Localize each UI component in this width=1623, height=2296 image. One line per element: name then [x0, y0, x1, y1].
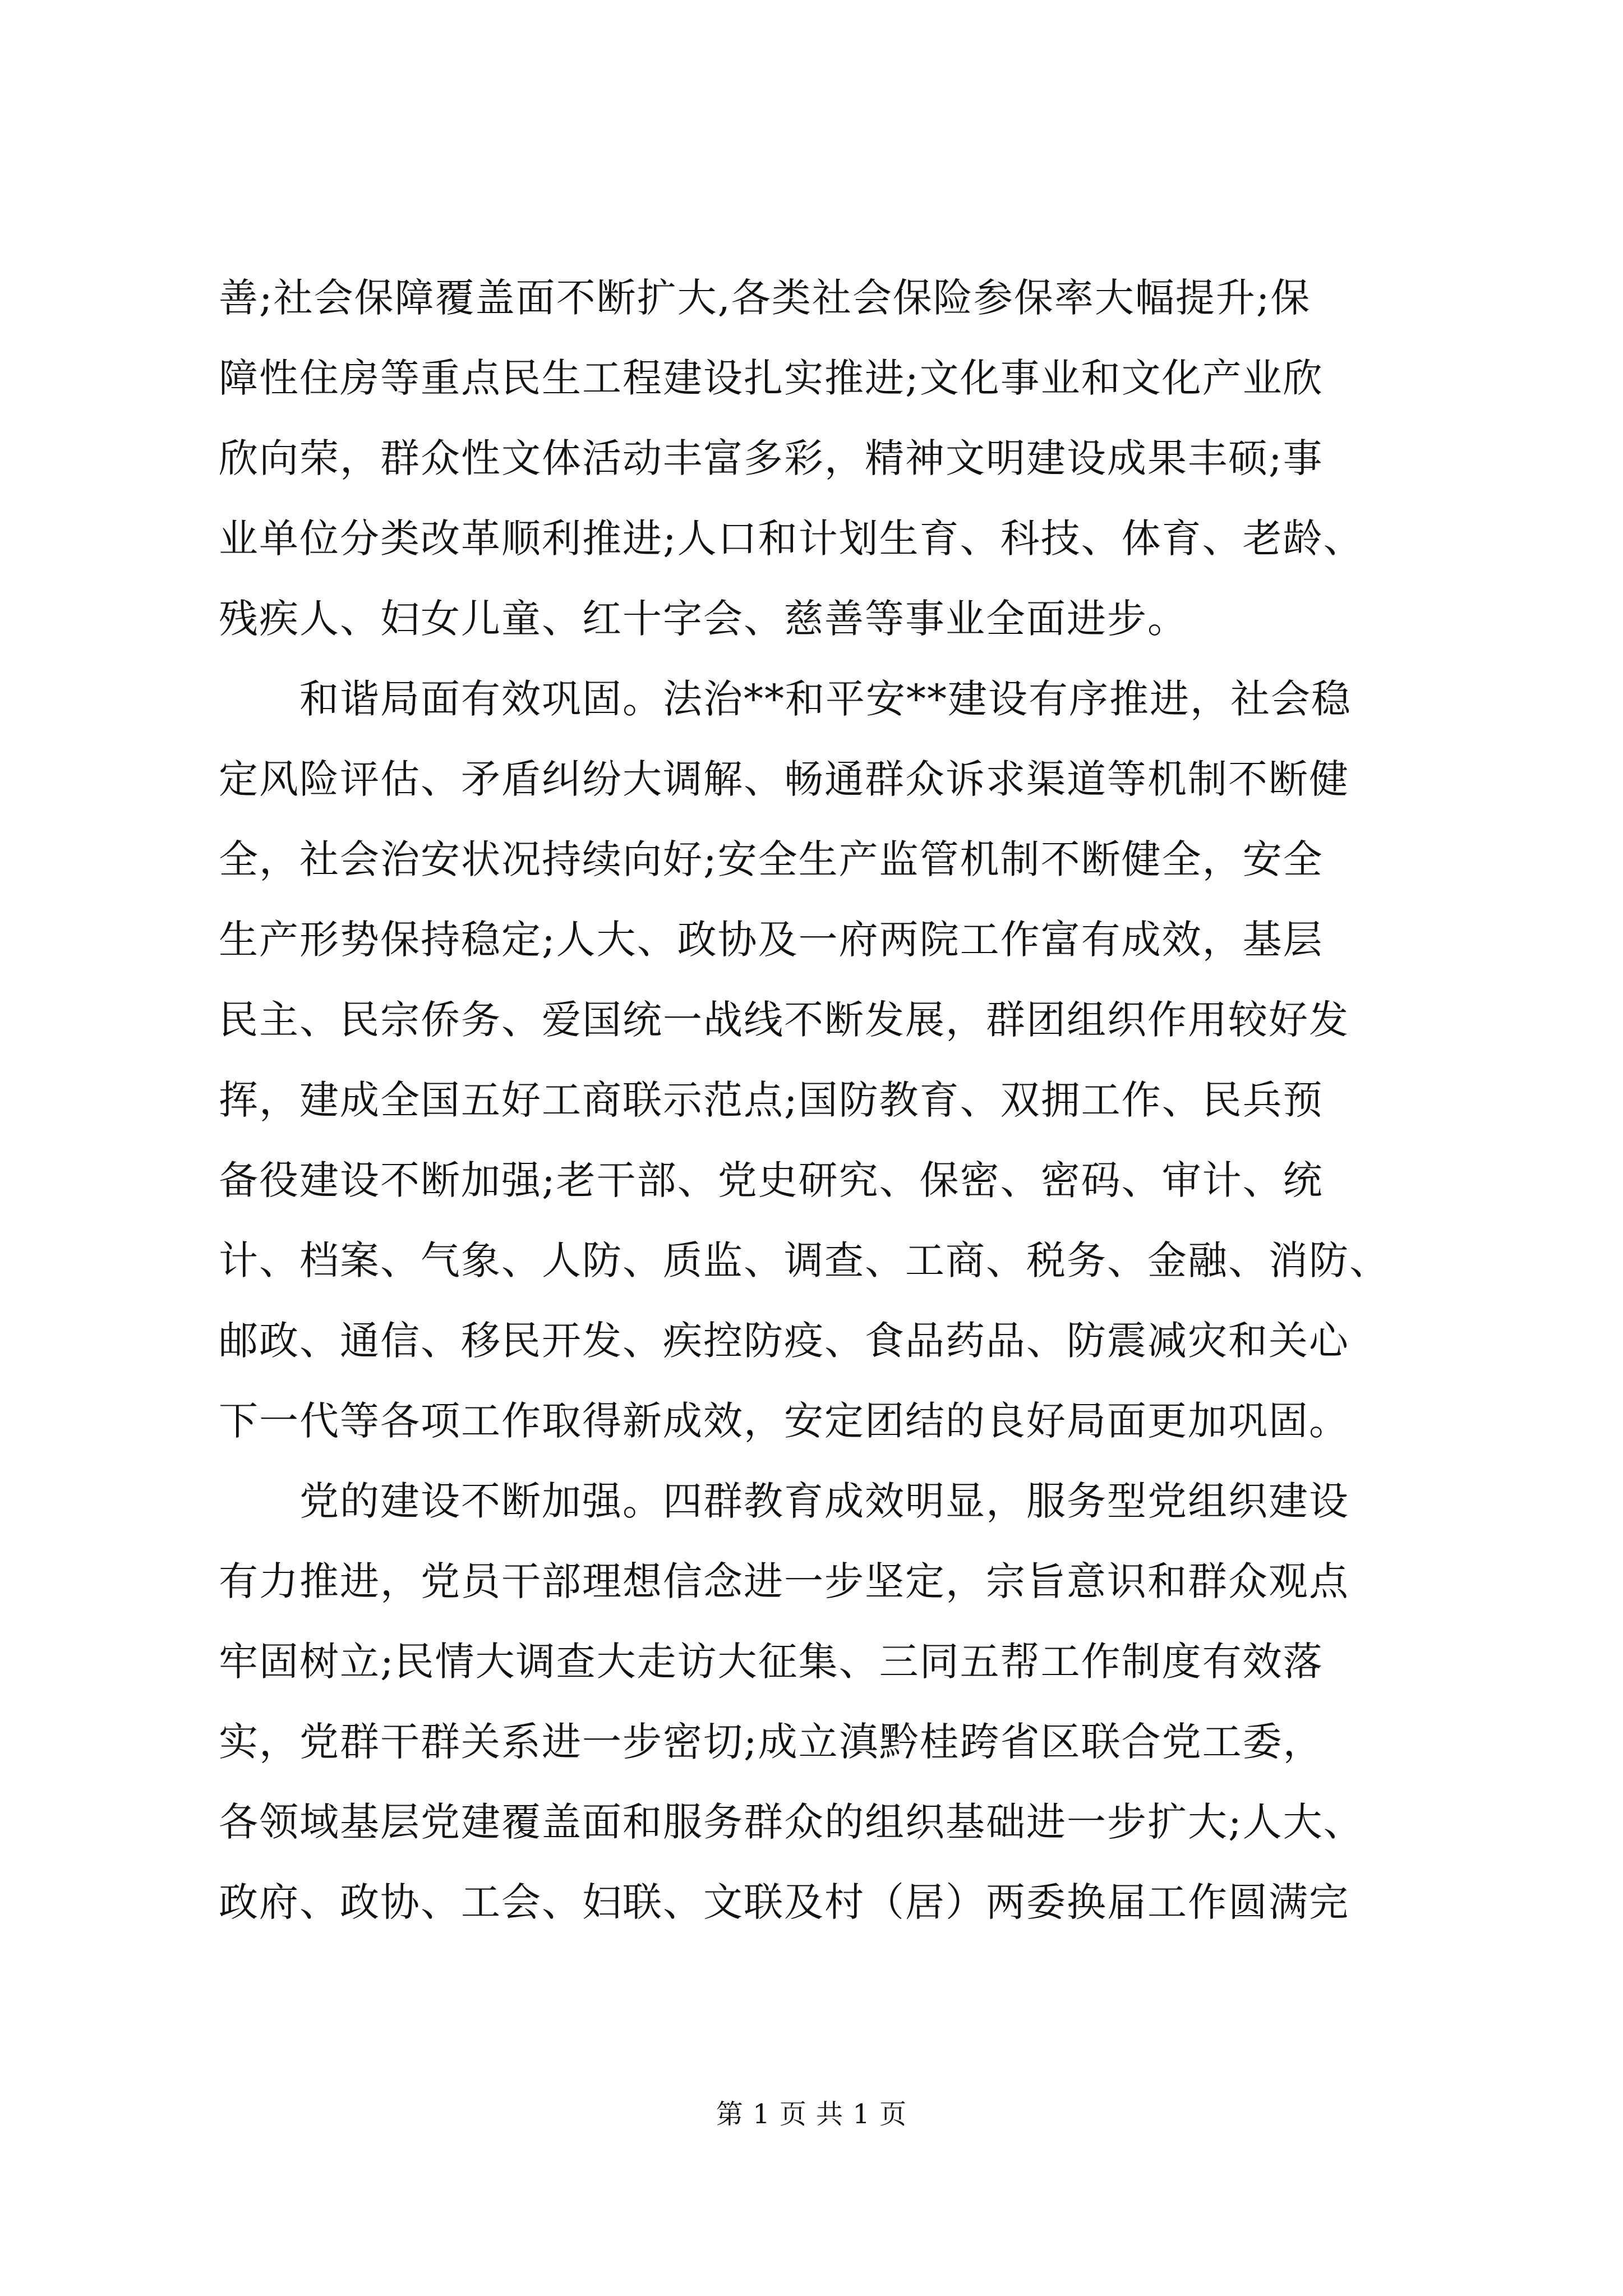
- text-line: 各领域基层党建覆盖面和服务群众的组织基础进一步扩大;人大、: [219, 1799, 1364, 1845]
- text-line: 定风险评估、矛盾纠纷大调解、畅通群众诉求渠道等机制不断健: [219, 756, 1349, 802]
- page-footer: 第 1 页 共 1 页: [716, 2099, 907, 2130]
- text-line: 备役建设不断加强;老干部、党史研究、保密、密码、审计、统: [219, 1157, 1324, 1203]
- text-line: 实，党群干群关系进一步密切;成立滇黔桂跨省区联合党工委，: [219, 1719, 1324, 1765]
- text-line: 残疾人、妇女儿童、红十字会、慈善等事业全面进步。: [219, 596, 1188, 642]
- paragraph-start-line: 党的建设不断加强。四群教育成效明显，服务型党组织建设: [219, 1478, 1349, 1524]
- text-line: 计、档案、气象、人防、质监、调查、工商、税务、金融、消防、: [219, 1237, 1390, 1283]
- text-line: 生产形势保持稳定;人大、政协及一府两院工作富有成效，基层: [219, 917, 1324, 963]
- text-line: 下一代等各项工作取得新成效，安定团结的良好局面更加巩固。: [219, 1398, 1349, 1444]
- body-text: [219, 258, 1419, 1943]
- text-line: 政府、政协、工会、妇联、文联及村（居）两委换届工作圆满完: [219, 1879, 1349, 1925]
- text-line: 善;社会保障覆盖面不断扩大,各类社会保险参保率大幅提升;保: [219, 275, 1311, 321]
- text-line: 挥，建成全国五好工商联示范点;国防教育、双拥工作、民兵预: [219, 1077, 1324, 1123]
- text-line: 障性住房等重点民生工程建设扎实推进;文化事业和文化产业欣: [219, 355, 1324, 401]
- text-line: 全，社会治安状况持续向好;安全生产监管机制不断健全，安全: [219, 836, 1324, 882]
- text-line: 欣向荣，群众性文体活动丰富多彩，精神文明建设成果丰硕;事: [219, 435, 1324, 481]
- text-line: 有力推进，党员干部理想信念进一步坚定，宗旨意识和群众观点: [219, 1558, 1349, 1604]
- text-line: 业单位分类改革顺利推进;人口和计划生育、科技、体育、老龄、: [219, 516, 1364, 562]
- text-line: 民主、民宗侨务、爱国统一战线不断发展，群团组织作用较好发: [219, 997, 1349, 1043]
- paragraph-start-line: 和谐局面有效巩固。法治**和平安**建设有序推进，社会稳: [219, 676, 1352, 722]
- text-line: 邮政、通信、移民开发、疾控防疫、食品药品、防震减灾和关心: [219, 1318, 1349, 1364]
- text-line: 牢固树立;民情大调查大走访大征集、三同五帮工作制度有效落: [219, 1639, 1324, 1685]
